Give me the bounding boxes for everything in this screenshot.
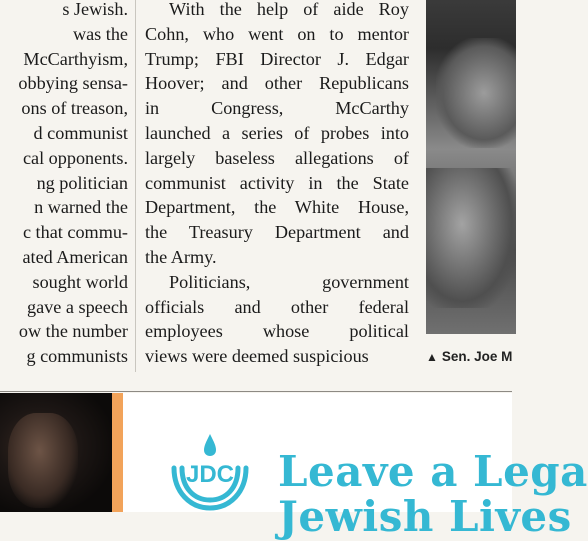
left-column-line: n warned the — [34, 197, 128, 218]
section-divider — [0, 391, 512, 392]
photo-highlight-upper — [436, 38, 516, 148]
left-column-line: sought world — [32, 271, 128, 292]
left-column-line: ated American — [22, 246, 128, 267]
ad-photo-figure — [8, 413, 78, 508]
right-column-line: the Army. — [145, 246, 217, 267]
left-column-line: obbying sensa- — [18, 73, 128, 94]
right-column-line: largely baseless allegations of — [145, 147, 409, 168]
right-column-line: Department, the White House, — [145, 197, 409, 218]
ad-photo — [0, 393, 112, 512]
photo-highlight-lower — [426, 168, 516, 308]
right-column-line: Trump; FBI Director J. Edgar — [145, 48, 409, 69]
left-column-line: d communist — [33, 122, 128, 143]
column-divider — [135, 0, 136, 372]
right-column-line: employees whose political — [145, 321, 409, 342]
logo-text: JDC — [185, 461, 235, 488]
ad-headline-line2[interactable]: Jewish Lives — [278, 492, 572, 541]
jdc-logo-icon — [168, 432, 252, 512]
right-column-line: launched a series of probes into — [145, 122, 409, 143]
left-column-line: cal opponents. — [22, 147, 128, 168]
article-right-column — [145, 0, 409, 369]
ad-headline-line1[interactable]: Leave a Lega — [278, 447, 588, 496]
left-column-line: McCarthyism, — [23, 48, 128, 69]
left-column-line: ow the number — [18, 321, 128, 342]
caption-text: Sen. Joe M — [441, 349, 513, 364]
left-column-line: g communists — [26, 346, 128, 367]
left-column-line: ng politician — [36, 172, 128, 193]
left-column-line: was the — [72, 23, 128, 44]
right-column-line: Hoover; and other Republicans — [145, 73, 409, 94]
right-column-line: Politicians, government — [169, 271, 409, 292]
ad-accent-stripe — [112, 393, 123, 512]
left-column-line: ons of treason, — [21, 98, 128, 119]
right-column-line: officials and other federal — [145, 296, 409, 317]
right-column-line: Cohn, who went on to mentor — [145, 23, 409, 44]
right-column-line: in Congress, McCarthy — [145, 98, 409, 119]
senator-photo — [426, 0, 516, 334]
right-column-line: views were deemed suspicious — [145, 346, 369, 367]
left-column-line: s Jewish. — [62, 0, 128, 19]
right-column-line: the Treasury Department and — [145, 222, 409, 243]
right-column-line: With the help of aide Roy — [169, 0, 409, 19]
right-column-line: communist activity in the State — [145, 172, 409, 193]
article-left-column — [0, 0, 128, 369]
left-column-line: gave a speech — [27, 296, 128, 317]
caption-triangle-icon: ▲ — [426, 350, 438, 364]
photo-caption — [426, 349, 512, 364]
left-column-line: c that commu- — [22, 222, 128, 243]
